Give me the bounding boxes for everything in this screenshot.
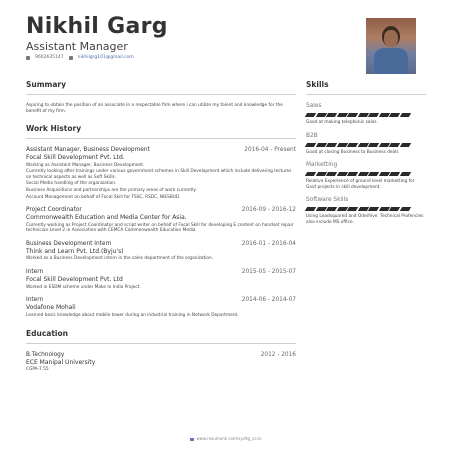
education-list — [26, 352, 296, 372]
job-title: Intern — [26, 297, 44, 304]
education-heading: Education — [26, 329, 68, 339]
skill-name: B2B — [306, 132, 318, 139]
job-description — [26, 313, 296, 319]
job-header — [26, 241, 296, 248]
skill-level-segment — [399, 113, 410, 117]
skill-level-segment — [399, 143, 410, 147]
job-header — [26, 207, 296, 214]
skill-level-segment — [368, 113, 379, 117]
education-header — [26, 352, 296, 359]
photo-face — [384, 30, 398, 47]
email-link[interactable]: nikhilgrg101@gmail.com — [77, 55, 134, 60]
skill-description: Using Leadsquared and Oderhive. Technical Profencies also include MS office. — [306, 214, 424, 225]
brand-icon — [190, 438, 194, 441]
job-description-line: Account Management on behalf of Focal Skill for TSSC, RSDC, NIESBUD. — [26, 194, 181, 200]
job-entry — [26, 207, 296, 234]
job-description-line: Learned basic knowledge about mobile tower during an industrial training in Network Department. — [26, 312, 239, 318]
grade: CGPA-7.55 — [26, 366, 49, 372]
job-company: Commonwealth Education and Media Center for Asia. — [26, 214, 187, 222]
work-heading: Work History — [26, 124, 82, 134]
work-divider — [26, 138, 296, 139]
skill-level-segment — [347, 172, 358, 176]
candidate-title: Assistant Manager — [26, 40, 128, 53]
skill-level-segment — [368, 172, 379, 176]
summary-divider — [26, 94, 296, 95]
skills-divider — [306, 94, 426, 95]
job-description — [26, 223, 296, 234]
degree: B.Technology — [26, 352, 65, 359]
skill-level-segment — [326, 172, 337, 176]
job-company: Focal Skill Development Pvt. Ltd — [26, 276, 123, 284]
skill-level-segment — [347, 113, 358, 117]
profile-photo — [366, 18, 416, 74]
skill-level-segment — [389, 172, 400, 176]
skill-description: Good at making telephonic sales. — [306, 120, 378, 125]
skills-heading: Skills — [306, 80, 329, 89]
skill-entry — [306, 197, 426, 225]
skill-entry — [306, 133, 426, 156]
job-description-line: Social Media handling of the organization. — [26, 181, 117, 187]
summary-text: Aspiring to obtain the position of an associate in a respectable firm where i can utilize my talent and knowledge for the benefit of my firm. — [26, 103, 283, 114]
job-entry — [26, 269, 296, 290]
job-company: Think and Learn Pvt. Ltd.(Byju's) — [26, 247, 124, 255]
job-description-line: Working as Assistant Manager, Business Development. — [26, 162, 145, 168]
photo-body — [374, 48, 408, 74]
skill-level-segment — [368, 143, 379, 147]
footer — [0, 436, 452, 441]
footer-link[interactable]: www.resumonk.com/xyz9g_co.in — [196, 436, 262, 441]
skill-level-segment — [326, 143, 337, 147]
job-title: Assistant Manager, Business Development — [26, 147, 150, 154]
job-description-line: Worked as a Business Development intern in the sales department of the organization. — [26, 256, 214, 262]
left-column — [26, 76, 296, 379]
skill-entry — [306, 162, 426, 190]
skills-list — [306, 103, 426, 226]
skill-level-segment — [399, 172, 410, 176]
work-history-list — [26, 147, 296, 318]
skill-name: Software Skills — [306, 197, 349, 204]
job-header — [26, 147, 296, 154]
job-entry — [26, 297, 296, 318]
job-company: Focal Skill Development Pvt. Ltd. — [26, 154, 125, 162]
skill-level-bar — [306, 207, 426, 211]
education-dates: 2012 - 2016 — [260, 352, 296, 359]
skill-level-segment — [399, 207, 410, 211]
job-description — [26, 285, 296, 291]
job-entry — [26, 241, 296, 262]
right-column — [306, 76, 426, 233]
skill-level-segment — [305, 172, 316, 176]
job-title: Project Coordinator — [26, 207, 82, 214]
education-divider — [26, 343, 296, 344]
job-dates: 2014-06 - 2014-07 — [241, 297, 296, 304]
skill-name: Marketting — [306, 162, 338, 169]
skill-level-bar — [306, 143, 426, 147]
job-dates: 2016-09 - 2016-12 — [241, 207, 296, 214]
skill-level-segment — [347, 143, 358, 147]
job-description-line: Worked in ESDM scheme under Make In India Project. — [26, 284, 141, 290]
skill-description: Relative Experience of ground level marketting for Govt projects in skill development. — [306, 179, 415, 190]
candidate-name: Nikhil Garg — [26, 14, 168, 39]
job-header — [26, 269, 296, 276]
job-description-line: Business Acquisitions and partnerships are the primary areas of work currently. — [26, 188, 197, 194]
skill-entry — [306, 103, 426, 126]
skill-name: Sales — [306, 103, 322, 109]
skill-level-bar — [306, 113, 426, 117]
skill-level-segment — [305, 113, 316, 117]
job-entry — [26, 147, 296, 200]
school: ECE Manipal University — [26, 359, 96, 367]
job-header — [26, 297, 296, 304]
phone-number: 9602635147 — [35, 55, 64, 60]
skill-level-segment — [389, 113, 400, 117]
phone-icon — [26, 56, 30, 60]
skill-description: Good at closing Business to Business deals — [306, 149, 399, 155]
summary-heading: Summary — [26, 80, 67, 89]
skill-level-bar — [306, 172, 426, 176]
job-description — [26, 163, 296, 201]
job-description — [26, 256, 296, 262]
job-description-line: Currently working as Project Coordinator and script writer on behalf of Focal Skill for developing E content on handset repair technician Level 2 in Association with CEMCA Commonwealth Education Media — [26, 222, 294, 234]
job-dates: 2016-01 - 2016-04 — [241, 240, 296, 247]
job-title: Intern — [26, 269, 44, 276]
job-description-line: Currently looking after trainings under various government schemes in Skill Development which include delivering lectures on technical aspects as well as Soft Skills. — [26, 169, 292, 180]
job-title: Business Development Intern — [26, 240, 112, 247]
contact-row — [26, 55, 134, 61]
skill-level-segment — [389, 143, 400, 147]
email-icon — [69, 56, 73, 60]
education-entry — [26, 352, 296, 372]
job-company: Vodafone Mohali — [26, 304, 76, 312]
job-dates: 2016-04 - Present — [244, 147, 296, 154]
skill-level-segment — [326, 113, 337, 117]
skill-level-segment — [305, 143, 316, 147]
job-dates: 2015-05 - 2015-07 — [241, 269, 296, 276]
